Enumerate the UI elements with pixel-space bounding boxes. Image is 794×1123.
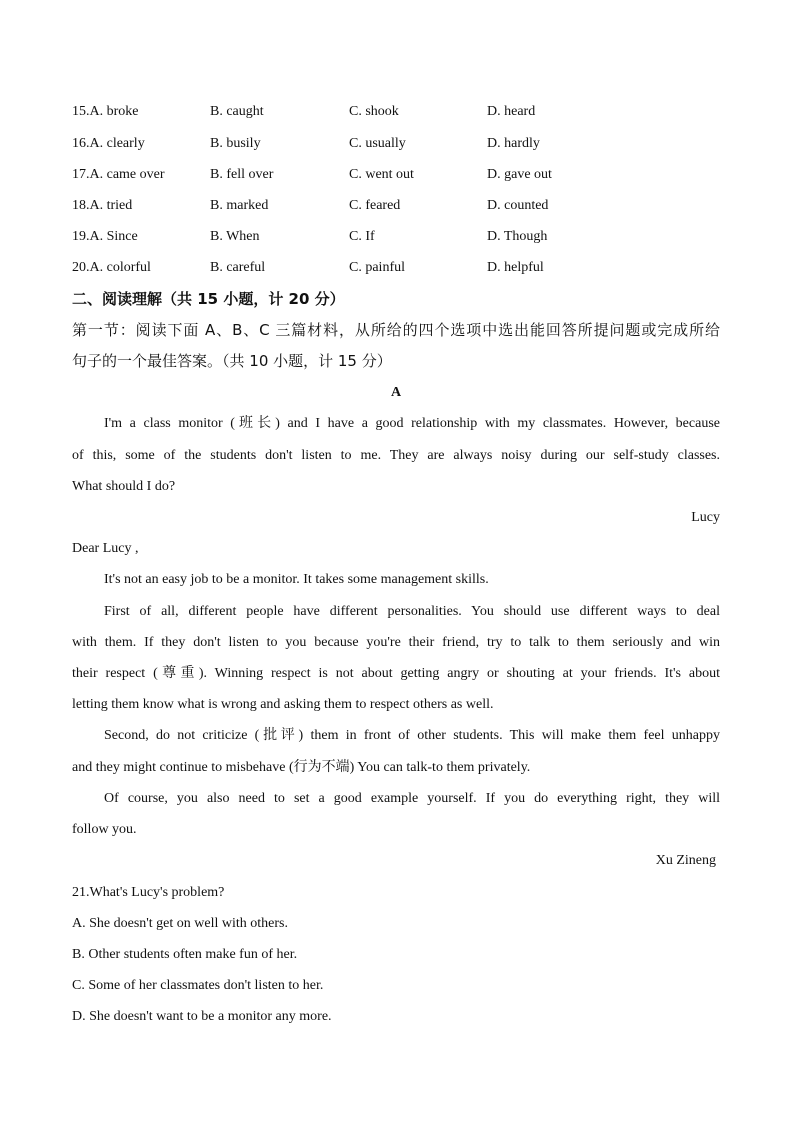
option-b: B. fell over xyxy=(210,167,274,182)
passage-label: A xyxy=(390,385,402,400)
option-b: B. When xyxy=(210,229,260,244)
reply-greeting: Dear Lucy , xyxy=(72,541,139,556)
option-a: 15.A. broke xyxy=(72,104,139,119)
section-title: 二、阅读理解（共 15 小题，计 20 分） xyxy=(72,290,345,308)
option-d: D. gave out xyxy=(487,167,552,182)
option-c: C. usually xyxy=(349,136,406,151)
option-d: D. Though xyxy=(487,229,548,244)
option-b: B. careful xyxy=(210,260,266,275)
option-a: 20.A. colorful xyxy=(72,260,151,275)
option-a: 18.A. tried xyxy=(72,198,133,213)
answer-option-d: D. She doesn't want to be a monitor any more. xyxy=(72,1009,332,1024)
reply-line: Of course, you also need to set a good example yourself. If you do everything right, they will xyxy=(104,791,720,806)
section-instruction-line-1: 第一节：阅读下面 A、B、C 三篇材料，从所给的四个选项中选出能回答所提问题或完成所给 xyxy=(72,321,720,339)
section-instruction-line-2: 句子的一个最佳答案。（共 10 小题，计 15 分） xyxy=(72,352,392,370)
option-c: C. feared xyxy=(349,198,401,213)
letter-signature: Lucy xyxy=(691,510,720,525)
reply-line: First of all, different people have different personalities. You should use different ways to deal xyxy=(104,604,720,619)
letter-line: I'm a class monitor (班长) and I have a good relationship with my classmates. However, because xyxy=(104,416,720,431)
question-21: 21.What's Lucy's problem? xyxy=(72,885,225,900)
option-row-20 xyxy=(72,258,720,278)
option-d: D. helpful xyxy=(487,260,544,275)
reply-line: with them. If they don't listen to you because you're their friend, try to talk to them seriously and win xyxy=(72,635,720,650)
option-d: D. hardly xyxy=(487,136,540,151)
option-b: B. caught xyxy=(210,104,264,119)
letter-line: What should I do? xyxy=(72,479,176,494)
option-c: C. went out xyxy=(349,167,414,182)
option-b: B. busily xyxy=(210,136,261,151)
reply-line: letting them know what is wrong and asking them to respect others as well. xyxy=(72,697,494,712)
option-a: 16.A. clearly xyxy=(72,136,145,151)
reply-line: their respect (尊重). Winning respect is not about getting angry or shouting at your friends. It's about xyxy=(72,666,720,681)
answer-option-b: B. Other students often make fun of her. xyxy=(72,947,298,962)
option-row-18 xyxy=(72,196,720,216)
option-c: C. If xyxy=(349,229,375,244)
answer-option-a: A. She doesn't get on well with others. xyxy=(72,916,288,931)
option-a: 17.A. came over xyxy=(72,167,165,182)
option-b: B. marked xyxy=(210,198,269,213)
letter-line: of this, some of the students don't listen to me. They are always noisy during our self-study classes. xyxy=(72,448,720,463)
reply-line: follow you. xyxy=(72,822,137,837)
reply-line: It's not an easy job to be a monitor. It takes some management skills. xyxy=(104,572,489,587)
option-c: C. painful xyxy=(349,260,405,275)
option-a: 19.A. Since xyxy=(72,229,138,244)
option-row-19 xyxy=(72,227,720,247)
reply-line: and they might continue to misbehave (行为不端) You can talk-to them privately. xyxy=(72,760,531,775)
option-d: D. counted xyxy=(487,198,549,213)
option-d: D. heard xyxy=(487,104,536,119)
answer-option-c: C. Some of her classmates don't listen to her. xyxy=(72,978,324,993)
option-row-16 xyxy=(72,134,720,154)
reply-line: Second, do not criticize (批评) them in front of other students. This will make them feel unhappy xyxy=(104,728,720,743)
option-row-15 xyxy=(72,102,720,122)
option-row-17 xyxy=(72,165,720,185)
reply-signature: Xu Zineng xyxy=(655,853,716,868)
option-c: C. shook xyxy=(349,104,399,119)
